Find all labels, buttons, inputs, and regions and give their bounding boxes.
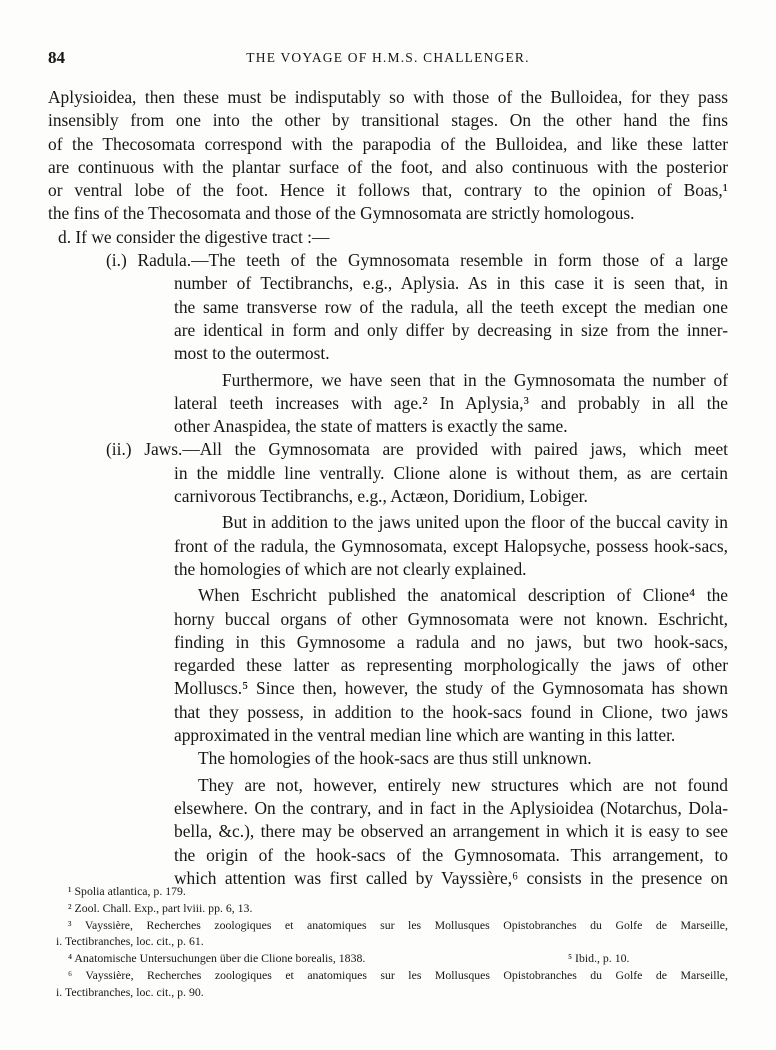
body-line: carnivorous Tectibranchs, e.g., Actæon, Doridium, Lobiger. <box>174 486 588 507</box>
body-line: front of the radula, the Gymnosomata, except Halopsyche, possess hook-sacs, <box>174 535 728 556</box>
footnote: ⁶ Vayssière, Recherches zoologiques et anatomiques sur les Mollusques Opistobranches du Golfe de Marseille, <box>68 967 728 982</box>
body-line: other Anaspidea, the state of matters is exactly the same. <box>174 416 568 437</box>
body-line: are identical in form and only differ by decreasing in size from the inner- <box>174 319 728 340</box>
body-line: finding in this Gymnosome a radula and no jaws, but two hook-sacs, <box>174 631 728 652</box>
section-heading: d. If we consider the digestive tract :— <box>58 226 330 247</box>
body-line: number of Tectibranchs, e.g., Aplysia. As in this case it is seen that, in <box>174 273 728 294</box>
footnote: ⁴ Anatomische Untersuchungen über die Clione borealis, 1838. <box>68 951 366 966</box>
body-line: (i.) Radula.—The teeth of the Gymnosomata resemble in form those of a large <box>106 250 728 271</box>
body-line: When Eschricht published the anatomical description of Clione⁴ the <box>198 585 728 606</box>
page-header <box>48 48 728 70</box>
body-line: are continuous with the plantar surface of the foot, and also continuous with the posterior <box>48 156 728 177</box>
footnote-continuation: i. Tectibranches, loc. cit., p. 90. <box>56 984 204 999</box>
body-line: Furthermore, we have seen that in the Gymnosomata the number of <box>222 369 728 390</box>
body-line: (ii.) Jaws.—All the Gymnosomata are provided with paired jaws, which meet <box>106 439 728 460</box>
body-line: Aplysioidea, then these must be indisputably so with those of the Bulloidea, for they pass <box>48 87 728 107</box>
footnotes <box>48 883 728 1001</box>
body-line: lateral teeth increases with age.² In Aplysia,³ and probably in all the <box>174 392 728 413</box>
footnote-row <box>48 950 728 967</box>
body-line: insensibly from one into the other by transitional stages. On the other hand the fins <box>48 110 728 131</box>
body-line: most to the outermost. <box>174 343 330 364</box>
running-head: THE VOYAGE OF H.M.S. CHALLENGER. <box>246 50 530 65</box>
body-line: the same transverse row of the radula, all the teeth except the median one <box>174 296 728 317</box>
body-line: the homologies of which are not clearly explained. <box>174 558 527 579</box>
body-line: that they possess, in addition to the hook-sacs found in Clione, two jaws <box>174 701 728 722</box>
body-line: approximated in the ventral median line which are wanting in this latter. <box>174 725 676 746</box>
body-line: bella, &c.), there may be observed an arrangement in which it is easy to see <box>174 821 728 842</box>
body-line: They are not, however, entirely new structures which are not found <box>198 774 728 795</box>
footnote: ² Zool. Chall. Exp., part lviii. pp. 6, 13. <box>68 900 253 915</box>
footnote: ⁵ Ibid., p. 10. <box>568 951 630 966</box>
body-line: which attention was first called by Vayssière,⁶ consists in the presence on <box>174 867 728 888</box>
body-line: But in addition to the jaws united upon the floor of the buccal cavity in <box>222 512 728 533</box>
footnote: ³ Vayssière, Recherches zoologiques et anatomiques sur les Mollusques Opistobranches du Golfe de Marseille, <box>68 917 728 932</box>
body-line: The homologies of the hook-sacs are thus still unknown. <box>198 748 592 769</box>
body-line: of the Thecosomata correspond with the parapodia of the Bulloidea, and like these latter <box>48 133 728 154</box>
body-line: or ventral lobe of the foot. Hence it follows that, contrary to the opinion of Boas,¹ <box>48 180 728 201</box>
body-line: the origin of the hook-sacs of the Gymnosomata. This arrangement, to <box>174 844 728 865</box>
body-line: elsewhere. On the contrary, and in fact in the Aplysioidea (Notarchus, Dola- <box>174 797 728 818</box>
body-line: in the middle line ventrally. Clione alone is without them, as are certain <box>174 462 728 483</box>
body-line: Molluscs.⁵ Since then, however, the study of the Gymnosomata has shown <box>174 678 728 699</box>
footnote-continuation: i. Tectibranches, loc. cit., p. 61. <box>56 934 204 949</box>
body-line: regarded these latter as representing morphologically the jaws of other <box>174 655 728 676</box>
body-line: horny buccal organs of other Gymnosomata were not known. Eschricht, <box>174 608 728 629</box>
body-line: the fins of the Thecosomata and those of the Gymnosomata are strictly homologous. <box>48 203 635 224</box>
page-number: 84 <box>48 48 65 67</box>
footnote: ¹ Spolia atlantica, p. 179. <box>68 884 186 898</box>
body-text <box>48 86 728 890</box>
